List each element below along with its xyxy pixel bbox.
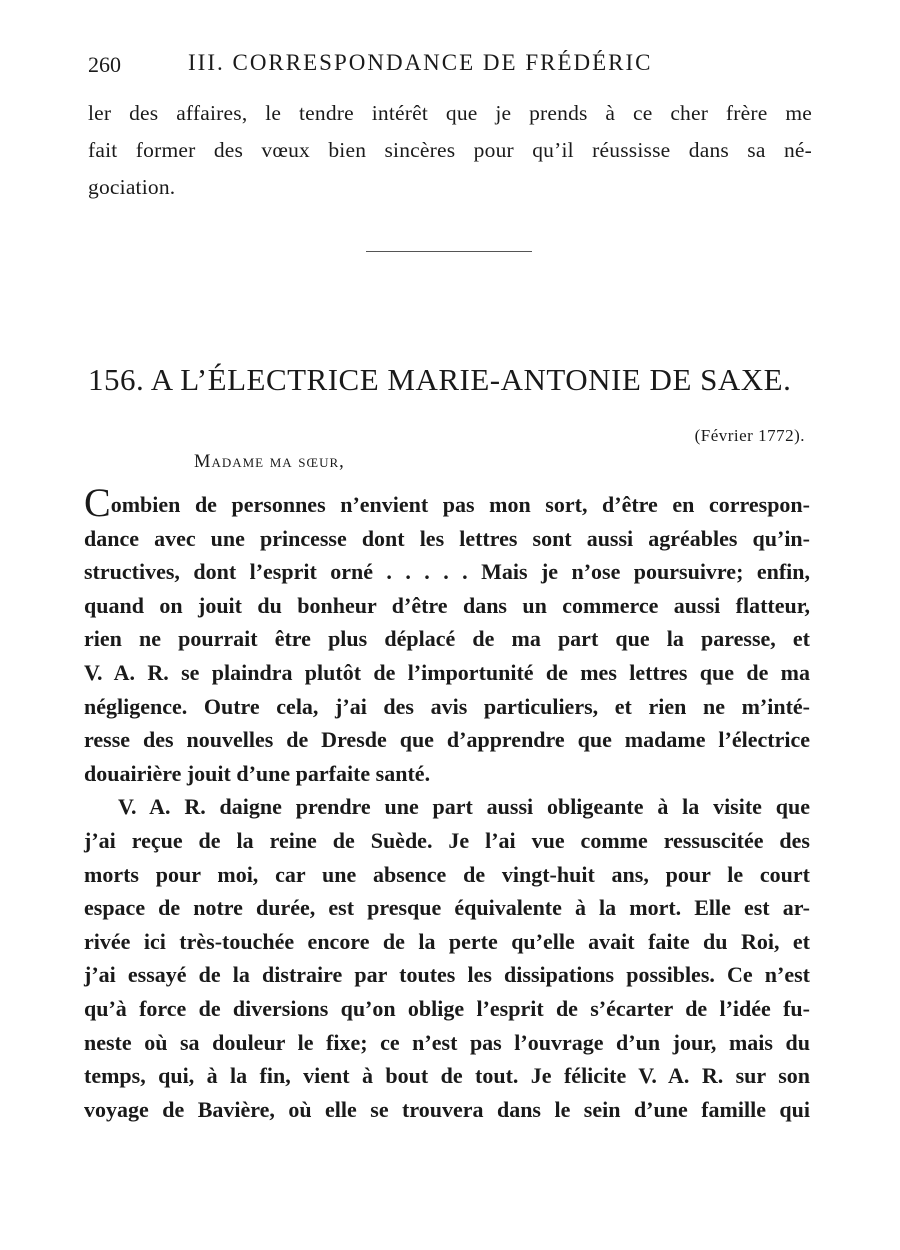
first-line-rest: ombien de personnes n’envient pas mon sort, d’être en correspon- [110,492,810,517]
letter-heading: 156. A L’ÉLECTRICE MARIE-ANTONIE DE SAXE. [88,362,792,397]
text-line: j’ai reçue de la reine de Suède. Je l’ai vue comme ressuscitée des [84,827,810,853]
running-title: III. CORRESPONDANCE DE FRÉDÉRIC [188,50,653,75]
letter-date: (Février 1772). [694,426,805,445]
text-line: gociation. [88,175,176,199]
running-head [88,50,808,82]
text-line: négligence. Outre cela, j’ai des avis particuliers, et rien ne m’inté- [84,693,810,719]
text-line: j’ai essayé de la distraire par toutes les dissipations possibles. Ce n’est [84,962,810,988]
drop-cap: C [84,480,111,525]
text-line: qu’à force de diversions qu’on oblige l’esprit de s’écarter de l’idée fu- [84,995,810,1021]
text-line: rien ne pourrait être plus déplacé de ma part que la paresse, et [84,626,810,652]
text-line: neste où sa douleur le fixe; ce n’est pas l’ouvrage d’un jour, mais du [84,1029,810,1055]
continuation-paragraph [88,95,812,206]
section-divider [366,251,532,252]
text-line: fait former des vœux bien sincères pour qu’il réussisse dans sa né- [88,138,812,162]
letter-body [84,480,810,1126]
page-number: 260 [88,52,121,77]
text-line: V. A. R. se plaindra plutôt de l’importunité de mes lettres que de ma [84,659,810,685]
text-line: quand on jouit du bonheur d’être dans un commerce aussi flatteur, [84,592,810,618]
text-line: douairière jouit d’une parfaite santé. [84,760,431,786]
text-line: V. A. R. daigne prendre une part aussi obligeante à la visite que [118,794,810,820]
text-line-first [84,480,810,525]
text-line: rivée ici très-touchée encore de la perte qu’elle avait faite du Roi, et [84,928,810,954]
text-line: morts pour moi, car une absence de vingt-huit ans, pour le court [84,861,810,887]
text-line: dance avec une princesse dont les lettres sont aussi agréables qu’in- [84,525,810,551]
text-line: temps, qui, à la fin, vient à bout de tout. Je félicite V. A. R. sur son [84,1063,810,1089]
text-line: structives, dont l’esprit orné . . . . . Mais je n’ose poursuivre; enfin, [84,559,810,585]
text-line: voyage de Bavière, où elle se trouvera dans le sein d’une famille qui [84,1096,810,1122]
text-line: espace de notre durée, est presque équivalente à la mort. Elle est ar- [84,895,810,921]
salutation: Madame ma sœur, [194,452,345,472]
text-line: ler des affaires, le tendre intérêt que je prends à ce cher frère me [88,101,812,125]
text-line: resse des nouvelles de Dresde que d’apprendre que madame l’électrice [84,727,810,753]
